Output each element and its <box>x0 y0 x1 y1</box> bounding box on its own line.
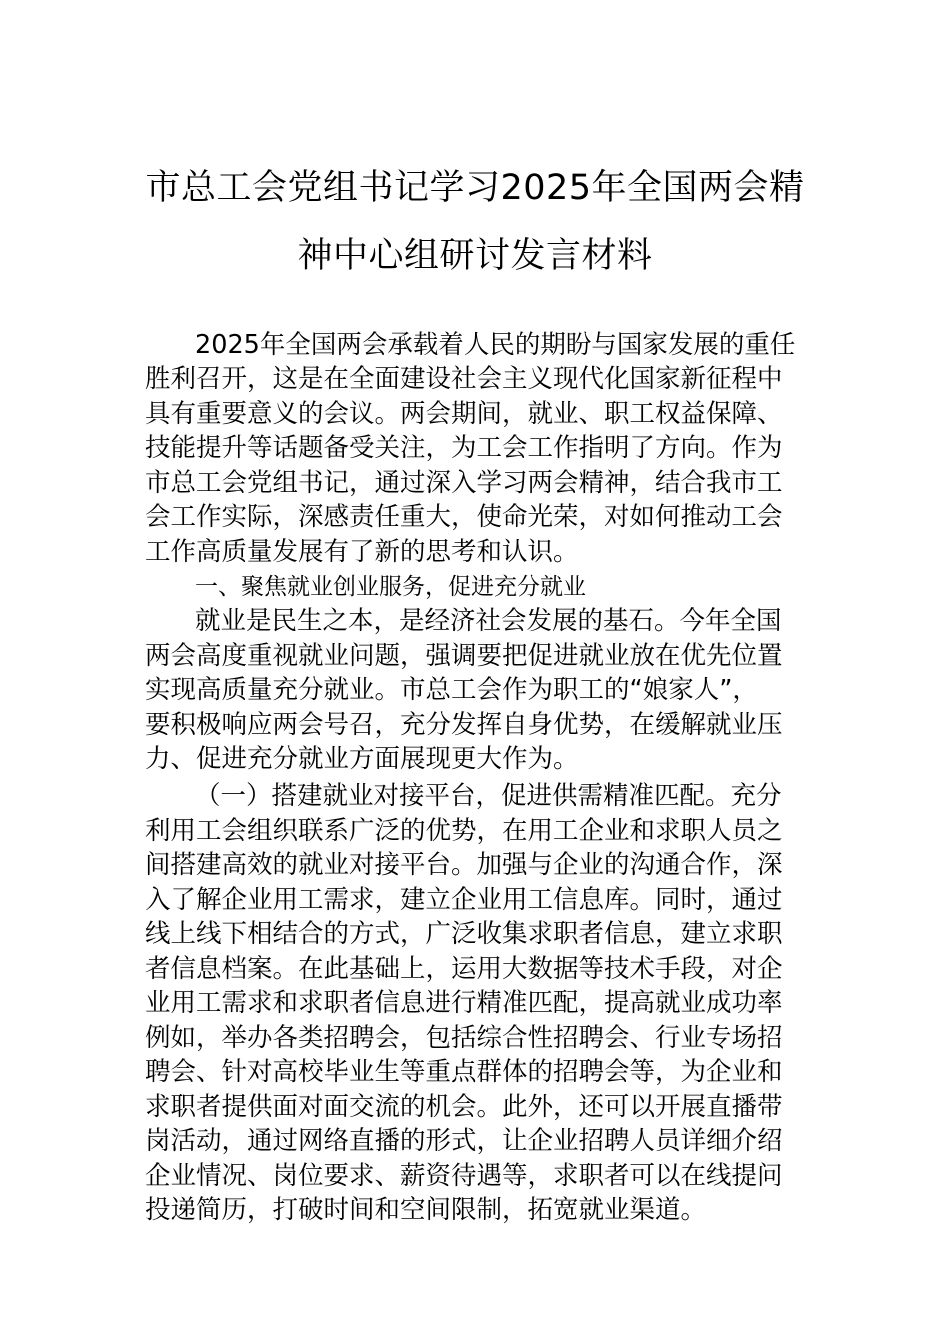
paragraph-line: 求职者提供面对面交流的机会。此外，还可以开展直播带 <box>145 1092 783 1122</box>
paragraph-line: 两会高度重视就业问题，强调要把促进就业放在优先位置 <box>145 641 783 671</box>
paragraph-line: 胜利召开，这是在全面建设社会主义现代化国家新征程中 <box>145 364 783 394</box>
paragraph-line: 利用工会组织联系广泛的优势，在用工企业和求职人员之 <box>145 816 783 846</box>
paragraph-line: 聘会、针对高校毕业生等重点群体的招聘会等，为企业和 <box>145 1057 783 1087</box>
paragraph-line: 具有重要意义的会议。两会期间，就业、职工权益保障、 <box>145 399 783 429</box>
paragraph-line: 岗活动，通过网络直播的形式，让企业招聘人员详细介绍 <box>145 1126 783 1156</box>
paragraph-line: 实现高质量充分就业。市总工会作为职工的“娘家人”， <box>145 675 758 705</box>
paragraph-line: 业用工需求和求职者信息进行精准匹配，提高就业成功率 <box>145 988 783 1018</box>
paragraph-line: 市总工会党组书记，通过深入学习两会精神，结合我市工 <box>145 468 783 498</box>
paragraph-line: （一）搭建就业对接平台，促进供需精准匹配。充分 <box>195 781 782 811</box>
paragraph-line: 2025年全国两会承载着人民的期盼与国家发展的重任 <box>195 330 796 360</box>
document-title-line-2: 神中心组研讨发言材料 <box>297 236 653 276</box>
paragraph-line: 力、促进充分就业方面展现更大作为。 <box>145 744 579 774</box>
document-title-line-1: 市总工会党组书记学习2025年全国两会精 <box>145 168 805 208</box>
paragraph-line: 要积极响应两会号召，充分发挥自身优势，在缓解就业压 <box>145 710 783 740</box>
paragraph-line: 投递简历，打破时间和空间限制，拓宽就业渠道。 <box>145 1195 707 1225</box>
paragraph-line: 会工作实际，深感责任重大，使命光荣，对如何推动工会 <box>145 502 783 532</box>
section-heading: 一、聚焦就业创业服务，促进充分就业 <box>195 574 586 600</box>
paragraph-line: 间搭建高效的就业对接平台。加强与企业的沟通合作，深 <box>145 850 783 880</box>
paragraph-line: 线上线下相结合的方式，广泛收集求职者信息，建立求职 <box>145 919 783 949</box>
paragraph-line: 入了解企业用工需求，建立企业用工信息库。同时，通过 <box>145 885 783 915</box>
paragraph-line: 技能提升等话题备受关注，为工会工作指明了方向。作为 <box>145 433 783 463</box>
paragraph-line: 工作高质量发展有了新的思考和认识。 <box>145 537 579 567</box>
paragraph-line: 企业情况、岗位要求、薪资待遇等，求职者可以在线提问 <box>145 1161 783 1191</box>
paragraph-line: 例如，举办各类招聘会，包括综合性招聘会、行业专场招 <box>145 1023 783 1053</box>
paragraph-line: 者信息档案。在此基础上，运用大数据等技术手段，对企 <box>145 954 783 984</box>
paragraph-line: 就业是民生之本，是经济社会发展的基石。今年全国 <box>195 606 782 636</box>
